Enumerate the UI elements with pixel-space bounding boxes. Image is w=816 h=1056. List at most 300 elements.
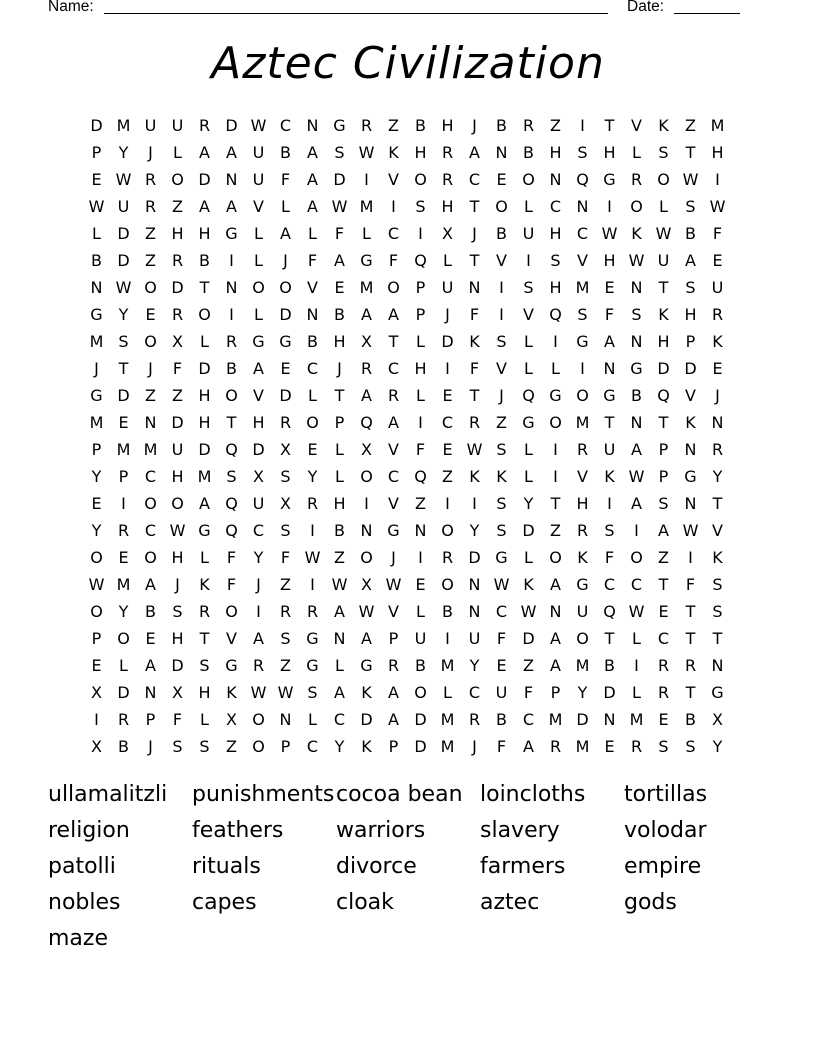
- grid-letter: D: [684, 359, 697, 378]
- grid-letter: G: [630, 359, 643, 378]
- date-label: Date:: [627, 0, 665, 15]
- grid-letter: G: [603, 386, 616, 405]
- grid-letter: E: [712, 251, 723, 270]
- grid-letter: W: [520, 602, 537, 621]
- grid-letter: J: [472, 737, 477, 756]
- grid-letter: P: [388, 737, 399, 756]
- date-field-line[interactable]: [674, 13, 740, 14]
- grid-letter: S: [658, 494, 669, 513]
- grid-letter: C: [549, 197, 562, 216]
- grid-letter: R: [306, 494, 319, 513]
- grid-letter: P: [91, 440, 102, 459]
- grid-letter: B: [199, 251, 210, 270]
- grid-letter: T: [469, 386, 480, 405]
- grid-letter: C: [306, 737, 319, 756]
- grid-letter: V: [388, 494, 399, 513]
- grid-letter: I: [310, 521, 315, 540]
- grid-letter: D: [198, 359, 211, 378]
- grid-letter: S: [496, 494, 507, 513]
- grid-letter: H: [441, 116, 454, 135]
- grid-letter: I: [607, 197, 612, 216]
- grid-letter: C: [576, 224, 589, 243]
- grid-letter: P: [685, 332, 696, 351]
- grid-letter: R: [549, 737, 562, 756]
- grid-letter: T: [604, 629, 615, 648]
- grid-letter: E: [496, 656, 507, 675]
- grid-letter: B: [91, 251, 102, 270]
- grid-letter: A: [550, 629, 561, 648]
- grid-letter: I: [553, 467, 558, 486]
- grid-letter: A: [334, 683, 345, 702]
- grid-letter: S: [496, 440, 507, 459]
- grid-letter: L: [632, 683, 641, 702]
- grid-letter: V: [388, 170, 399, 189]
- grid-letter: P: [658, 467, 669, 486]
- grid-letter: C: [630, 575, 643, 594]
- grid-letter: I: [553, 332, 558, 351]
- grid-letter: M: [440, 656, 455, 675]
- grid-letter: W: [628, 467, 645, 486]
- grid-letter: X: [361, 332, 372, 351]
- grid-letter: A: [388, 305, 399, 324]
- grid-letter: P: [91, 629, 102, 648]
- grid-letter: V: [253, 197, 264, 216]
- word-list-item: volodar: [624, 817, 707, 843]
- grid-letter: E: [118, 548, 129, 567]
- grid-letter: K: [199, 575, 210, 594]
- grid-letter: Y: [577, 683, 588, 702]
- word-list-item: warriors: [336, 817, 426, 843]
- grid-letter: F: [415, 440, 426, 459]
- grid-letter: B: [604, 656, 615, 675]
- word-list-item: feathers: [192, 817, 284, 843]
- grid-letter: U: [171, 116, 184, 135]
- grid-letter: I: [121, 494, 126, 513]
- grid-letter: N: [549, 602, 562, 621]
- grid-letter: I: [445, 359, 450, 378]
- word-list-item: religion: [48, 817, 130, 843]
- grid-letter: V: [631, 116, 642, 135]
- grid-letter: R: [468, 413, 481, 432]
- grid-letter: S: [550, 251, 561, 270]
- grid-letter: L: [416, 332, 425, 351]
- grid-letter: T: [685, 602, 696, 621]
- grid-letter: W: [493, 575, 510, 594]
- grid-letter: R: [576, 521, 589, 540]
- grid-letter: A: [199, 197, 210, 216]
- grid-letter: Q: [225, 494, 238, 513]
- grid-letter: T: [658, 575, 669, 594]
- word-list-item: rituals: [192, 853, 261, 879]
- grid-letter: R: [522, 116, 535, 135]
- grid-letter: G: [90, 386, 103, 405]
- grid-letter: O: [144, 548, 157, 567]
- grid-letter: M: [629, 710, 644, 729]
- grid-letter: O: [117, 629, 130, 648]
- grid-letter: R: [279, 602, 292, 621]
- grid-letter: N: [603, 710, 616, 729]
- grid-letter: I: [418, 413, 423, 432]
- grid-letter: D: [360, 710, 373, 729]
- grid-letter: V: [253, 386, 264, 405]
- grid-letter: D: [117, 251, 130, 270]
- word-list-item: cocoa bean: [336, 781, 463, 807]
- grid-letter: M: [89, 332, 104, 351]
- grid-letter: Y: [91, 521, 102, 540]
- grid-letter: Q: [657, 386, 670, 405]
- grid-letter: F: [307, 251, 318, 270]
- grid-letter: S: [280, 467, 291, 486]
- grid-letter: E: [442, 386, 453, 405]
- grid-letter: J: [283, 251, 288, 270]
- grid-letter: K: [469, 332, 480, 351]
- grid-letter: I: [445, 494, 450, 513]
- grid-letter: O: [144, 494, 157, 513]
- grid-letter: H: [657, 332, 670, 351]
- grid-letter: S: [199, 737, 210, 756]
- grid-letter: N: [495, 143, 508, 162]
- grid-letter: Q: [414, 467, 427, 486]
- grid-letter: U: [144, 116, 157, 135]
- name-label: Name:: [48, 0, 94, 15]
- grid-letter: L: [254, 251, 263, 270]
- grid-letter: C: [144, 521, 157, 540]
- grid-letter: N: [333, 629, 346, 648]
- word-list: [48, 776, 768, 956]
- grid-letter: K: [577, 548, 588, 567]
- grid-letter: Z: [145, 386, 156, 405]
- grid-letter: E: [307, 440, 318, 459]
- grid-letter: J: [94, 359, 99, 378]
- grid-letter: I: [364, 494, 369, 513]
- grid-letter: C: [603, 575, 616, 594]
- grid-letter: M: [575, 413, 590, 432]
- grid-letter: S: [307, 683, 318, 702]
- grid-letter: S: [577, 305, 588, 324]
- grid-letter: D: [252, 440, 265, 459]
- word-list-item: nobles: [48, 889, 121, 915]
- grid-letter: I: [580, 116, 585, 135]
- grid-letter: N: [630, 278, 643, 297]
- grid-letter: T: [469, 251, 480, 270]
- grid-letter: S: [712, 602, 723, 621]
- grid-letter: K: [658, 305, 669, 324]
- grid-letter: D: [198, 170, 211, 189]
- grid-letter: F: [280, 548, 291, 567]
- grid-letter: M: [116, 440, 131, 459]
- grid-letter: O: [90, 548, 103, 567]
- grid-letter: W: [628, 251, 645, 270]
- grid-letter: T: [199, 629, 210, 648]
- grid-letter: A: [361, 305, 372, 324]
- grid-letter: D: [117, 386, 130, 405]
- grid-letter: H: [198, 683, 211, 702]
- grid-letter: R: [252, 656, 265, 675]
- word-list-item: empire: [624, 853, 702, 879]
- grid-letter: N: [306, 116, 319, 135]
- grid-letter: L: [524, 197, 533, 216]
- grid-letter: D: [117, 224, 130, 243]
- grid-letter: C: [306, 359, 319, 378]
- grid-letter: R: [144, 197, 157, 216]
- grid-letter: R: [657, 656, 670, 675]
- grid-letter: X: [91, 737, 102, 756]
- grid-letter: S: [712, 575, 723, 594]
- grid-letter: R: [684, 656, 697, 675]
- grid-letter: R: [117, 710, 130, 729]
- grid-letter: X: [442, 224, 453, 243]
- grid-letter: C: [387, 359, 400, 378]
- grid-letter: H: [252, 413, 265, 432]
- grid-letter: A: [334, 251, 345, 270]
- grid-letter: P: [334, 413, 345, 432]
- name-field-line[interactable]: [104, 13, 608, 14]
- grid-letter: Z: [550, 521, 561, 540]
- grid-letter: T: [685, 143, 696, 162]
- grid-letter: Y: [523, 494, 534, 513]
- grid-letter: G: [387, 521, 400, 540]
- grid-letter: Q: [522, 386, 535, 405]
- grid-letter: N: [630, 413, 643, 432]
- grid-letter: L: [524, 467, 533, 486]
- grid-letter: G: [279, 332, 292, 351]
- grid-letter: U: [657, 251, 670, 270]
- word-list-item: maze: [48, 925, 108, 951]
- grid-letter: E: [658, 710, 669, 729]
- grid-letter: H: [171, 224, 184, 243]
- grid-letter: X: [172, 683, 183, 702]
- grid-letter: O: [387, 278, 400, 297]
- grid-letter: L: [416, 386, 425, 405]
- grid-letter: D: [333, 170, 346, 189]
- grid-letter: C: [522, 710, 535, 729]
- grid-letter: J: [472, 224, 477, 243]
- grid-letter: D: [90, 116, 103, 135]
- grid-letter: K: [496, 467, 507, 486]
- grid-letter: I: [553, 440, 558, 459]
- grid-letter: W: [250, 116, 267, 135]
- grid-letter: W: [655, 224, 672, 243]
- grid-letter: F: [712, 224, 723, 243]
- grid-letter: A: [388, 710, 399, 729]
- grid-letter: M: [548, 710, 563, 729]
- grid-letter: E: [442, 440, 453, 459]
- grid-letter: W: [682, 170, 699, 189]
- grid-letter: A: [280, 224, 291, 243]
- word-list-item: slavery: [480, 817, 560, 843]
- grid-letter: S: [523, 278, 534, 297]
- grid-letter: L: [632, 629, 641, 648]
- grid-letter: H: [603, 251, 616, 270]
- grid-letter: J: [256, 575, 261, 594]
- grid-letter: J: [445, 305, 450, 324]
- grid-letter: R: [198, 116, 211, 135]
- grid-letter: E: [145, 305, 156, 324]
- grid-letter: O: [252, 737, 265, 756]
- grid-letter: Z: [415, 494, 426, 513]
- grid-letter: U: [252, 143, 265, 162]
- grid-letter: F: [226, 548, 237, 567]
- grid-letter: E: [712, 359, 723, 378]
- word-list-item: capes: [192, 889, 257, 915]
- grid-letter: E: [658, 602, 669, 621]
- grid-letter: I: [229, 251, 234, 270]
- grid-letter: K: [658, 116, 669, 135]
- grid-letter: Z: [145, 251, 156, 270]
- grid-letter: W: [682, 521, 699, 540]
- grid-letter: M: [575, 656, 590, 675]
- worksheet-header: [0, 0, 816, 18]
- grid-letter: X: [361, 440, 372, 459]
- grid-letter: T: [226, 413, 237, 432]
- grid-letter: A: [388, 683, 399, 702]
- grid-letter: O: [630, 548, 643, 567]
- grid-letter: R: [630, 737, 643, 756]
- grid-letter: P: [415, 278, 426, 297]
- grid-letter: B: [685, 224, 696, 243]
- grid-letter: A: [388, 413, 399, 432]
- grid-letter: I: [94, 710, 99, 729]
- grid-letter: K: [712, 332, 723, 351]
- grid-letter: L: [443, 683, 452, 702]
- grid-letter: Q: [225, 440, 238, 459]
- grid-letter: A: [307, 170, 318, 189]
- grid-letter: B: [415, 116, 426, 135]
- grid-letter: Z: [145, 224, 156, 243]
- grid-letter: L: [308, 386, 317, 405]
- word-list-item: divorce: [336, 853, 417, 879]
- grid-letter: J: [715, 386, 720, 405]
- grid-letter: G: [198, 521, 211, 540]
- grid-letter: I: [499, 278, 504, 297]
- grid-letter: H: [171, 629, 184, 648]
- grid-letter: K: [604, 467, 615, 486]
- grid-letter: B: [307, 332, 318, 351]
- grid-letter: D: [657, 359, 670, 378]
- grid-letter: U: [117, 197, 130, 216]
- grid-letter: N: [711, 413, 724, 432]
- grid-letter: D: [198, 440, 211, 459]
- grid-letter: O: [576, 386, 589, 405]
- grid-letter: Y: [91, 467, 102, 486]
- grid-letter: D: [225, 116, 238, 135]
- grid-letter: Z: [442, 467, 453, 486]
- grid-letter: I: [229, 305, 234, 324]
- grid-letter: A: [307, 143, 318, 162]
- grid-letter: U: [522, 224, 535, 243]
- grid-letter: A: [307, 197, 318, 216]
- grid-letter: A: [685, 251, 696, 270]
- grid-letter: J: [148, 359, 153, 378]
- grid-letter: Z: [280, 575, 291, 594]
- grid-letter: M: [710, 116, 725, 135]
- grid-letter: J: [337, 359, 342, 378]
- grid-letter: A: [550, 656, 561, 675]
- grid-letter: I: [364, 170, 369, 189]
- grid-letter: I: [256, 602, 261, 621]
- grid-letter: J: [472, 116, 477, 135]
- grid-letter: Y: [712, 467, 723, 486]
- grid-letter: S: [172, 602, 183, 621]
- grid-letter: N: [468, 602, 481, 621]
- grid-letter: N: [684, 494, 697, 513]
- word-list-item: farmers: [480, 853, 566, 879]
- grid-letter: J: [148, 143, 153, 162]
- grid-letter: R: [360, 116, 373, 135]
- grid-letter: I: [418, 224, 423, 243]
- grid-letter: G: [495, 548, 508, 567]
- grid-letter: I: [445, 629, 450, 648]
- grid-letter: A: [523, 737, 534, 756]
- grid-letter: T: [604, 116, 615, 135]
- grid-letter: R: [171, 251, 184, 270]
- grid-letter: F: [172, 359, 183, 378]
- word-list-item: ullamalitzli: [48, 781, 168, 807]
- grid-letter: L: [524, 440, 533, 459]
- grid-letter: X: [280, 440, 291, 459]
- grid-letter: U: [576, 602, 589, 621]
- grid-letter: F: [604, 305, 615, 324]
- grid-letter: M: [89, 413, 104, 432]
- grid-letter: P: [145, 710, 156, 729]
- grid-letter: F: [469, 305, 480, 324]
- grid-letter: D: [603, 683, 616, 702]
- grid-letter: A: [550, 575, 561, 594]
- grid-letter: S: [631, 305, 642, 324]
- grid-letter: N: [225, 170, 238, 189]
- grid-letter: Q: [576, 170, 589, 189]
- grid-letter: U: [252, 494, 265, 513]
- grid-letter: O: [144, 278, 157, 297]
- grid-letter: B: [496, 224, 507, 243]
- grid-letter: K: [631, 224, 642, 243]
- grid-letter: C: [387, 224, 400, 243]
- grid-letter: R: [576, 440, 589, 459]
- grid-letter: C: [279, 116, 292, 135]
- grid-letter: R: [117, 521, 130, 540]
- grid-letter: O: [414, 170, 427, 189]
- grid-letter: V: [496, 359, 507, 378]
- word-list-item: cloak: [336, 889, 394, 915]
- grid-letter: H: [711, 143, 724, 162]
- grid-letter: N: [603, 359, 616, 378]
- grid-letter: W: [115, 170, 132, 189]
- grid-letter: U: [252, 170, 265, 189]
- grid-letter: A: [334, 602, 345, 621]
- grid-letter: U: [495, 683, 508, 702]
- grid-letter: L: [335, 440, 344, 459]
- grid-letter: B: [334, 305, 345, 324]
- grid-letter: A: [253, 629, 264, 648]
- grid-letter: O: [360, 548, 373, 567]
- grid-letter: F: [496, 737, 507, 756]
- grid-letter: L: [524, 548, 533, 567]
- grid-letter: H: [414, 359, 427, 378]
- grid-letter: B: [145, 602, 156, 621]
- grid-letter: O: [252, 278, 265, 297]
- grid-letter: L: [335, 467, 344, 486]
- word-list-item: gods: [624, 889, 677, 915]
- grid-letter: O: [549, 548, 562, 567]
- grid-letter: K: [523, 575, 534, 594]
- grid-letter: O: [306, 413, 319, 432]
- grid-letter: G: [603, 170, 616, 189]
- grid-letter: S: [685, 737, 696, 756]
- grid-letter: O: [414, 683, 427, 702]
- grid-letter: W: [466, 440, 483, 459]
- grid-letter: R: [171, 305, 184, 324]
- grid-letter: O: [171, 170, 184, 189]
